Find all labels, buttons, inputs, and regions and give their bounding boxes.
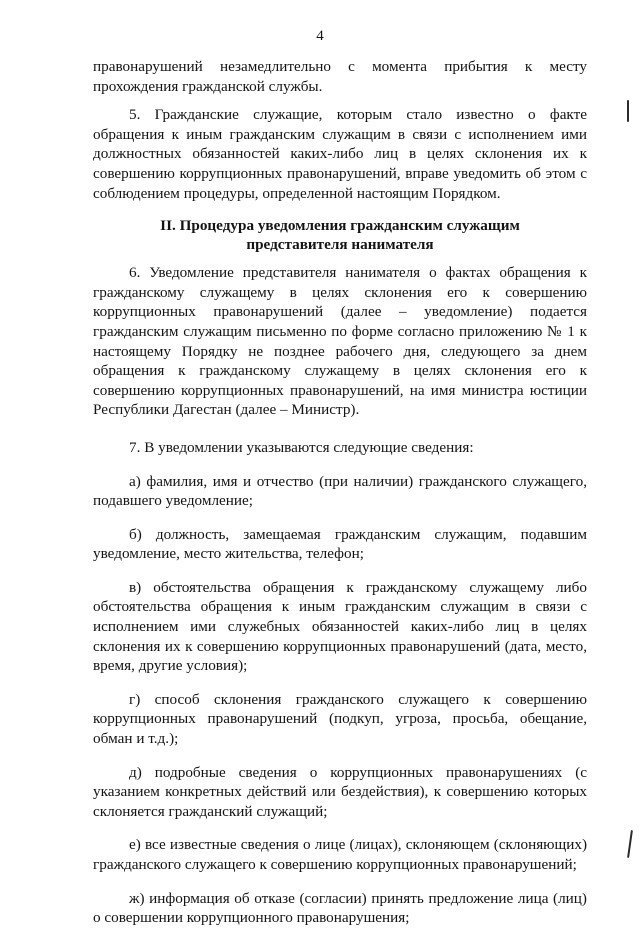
paragraph-7: 7. В уведомлении указываются следующие сведения:	[129, 438, 474, 456]
list-item-e: е) все известные сведения о лице (лицах), склоняющем (склоняющих) гражданского служащего к совершению коррупционных правонарушений;	[93, 836, 587, 873]
page-number: 4	[316, 28, 324, 44]
list-item-v: в) обстоятельства обращения к гражданскому служащему либо обстоятельства обращения к иным гражданским служащим в связи с исполнением ими служебных обязанностей каких-либо лиц в целях склонения их к совершению коррупционных правонарушений (дата, место, время, другие условия);	[93, 578, 587, 675]
paragraph-continuation: правонарушений незамедлительно с момента прибытия к месту прохождения гражданской службы.	[93, 58, 587, 95]
list-item-zh: ж) информация об отказе (согласии) принять предложение лица (лиц) о совершении коррупционного правонарушения;	[93, 889, 587, 927]
list-item-g: г) способ склонения гражданского служащего к совершению коррупционных правонарушений (подкуп, угроза, просьба, обещание, обман и т.д.);	[93, 690, 587, 748]
document-body	[93, 57, 587, 928]
scan-edge-mark	[627, 100, 629, 122]
list-item-d: д) подробные сведения о коррупционных правонарушениях (с указанием конкретных действий или бездействия), к совершению которых склоняется гражданский служащий;	[93, 763, 587, 820]
section-heading-line-1: II. Процедура уведомления гражданским служащим	[160, 217, 520, 235]
list-item-b: б) должность, замещаемая гражданским служащим, подавшим уведомление, место жительства, телефон;	[93, 525, 587, 563]
paragraph-5: 5. Гражданские служащие, которым стало известно о факте обращения к иным гражданским служащим в связи с исполнением ими должностных обязанностей каких-либо лиц в целях склонения их к совершению коррупционных правонарушений, вправе уведомить об этом с соблюдением процедуры, определенной настоящим Порядком.	[93, 106, 587, 202]
list-item-a: а) фамилия, имя и отчество (при наличии) гражданского служащего, подавшего уведомление;	[93, 472, 587, 510]
scan-edge-mark	[627, 830, 633, 858]
section-heading-line-2: представителя нанимателя	[246, 236, 434, 254]
paragraph-6: 6. Уведомление представителя нанимателя о фактах обращения к гражданскому служащему в целях склонения его к совершению коррупционных правонарушений (далее – уведомление) подается гражданским служащим письменно по форме согласно приложению № 1 к настоящему Порядку не позднее рабочего дня, следующего за днем обращения к гражданскому служащему в целях склонения его к совершению коррупционных правонарушений, на имя министра юстиции Республики Дагестан (далее – Министр).	[93, 264, 587, 419]
section-heading	[93, 216, 587, 254]
